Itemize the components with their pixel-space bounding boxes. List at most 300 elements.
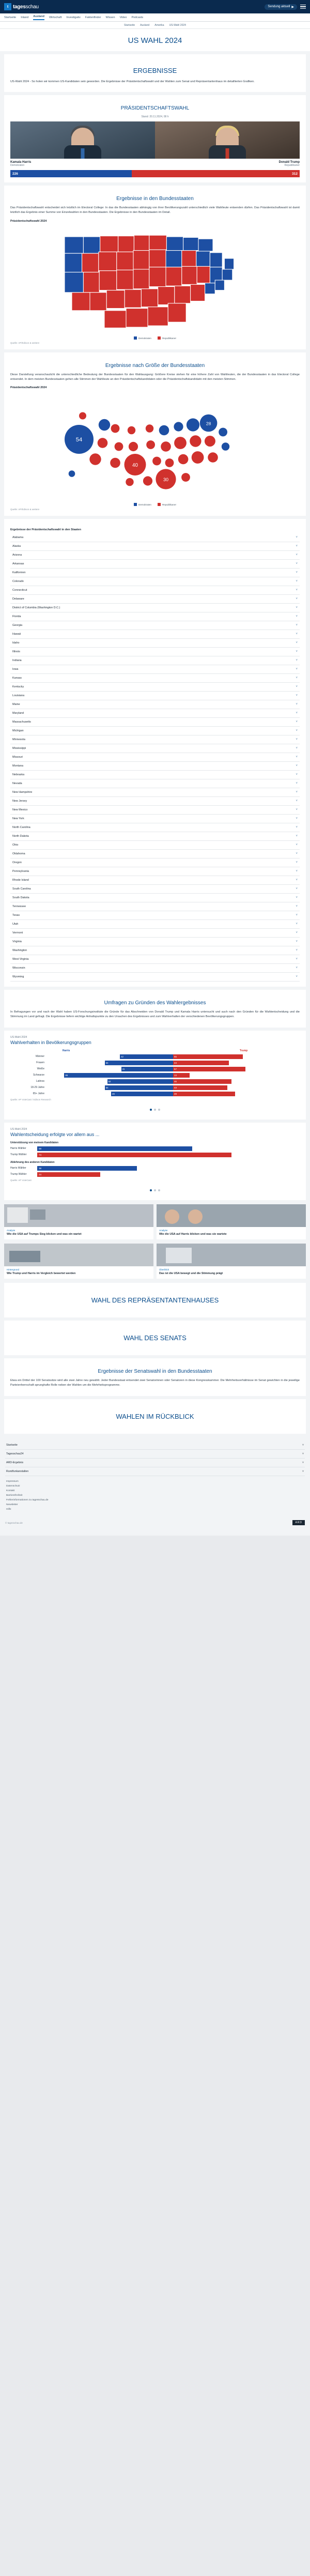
state-accordion-item[interactable] [10, 876, 300, 885]
live-label: Sendung aktuell [268, 5, 290, 8]
chevron-down-icon: ˅ [296, 852, 298, 856]
chevron-down-icon: ˅ [296, 703, 298, 707]
state-label: District of Columbia (Washington D.C.) [12, 606, 60, 610]
chart2-bar-label: Trump Wähler [10, 1153, 27, 1157]
footer-accordion [5, 1441, 305, 1476]
senate-heading: WAHL DES SENATS [123, 1334, 187, 1342]
chevron-down-icon: ˅ [296, 764, 298, 768]
state-label: Montana [12, 764, 23, 768]
state-accordion-item[interactable] [10, 533, 300, 542]
state-label: Maine [12, 703, 20, 707]
chart1-category: 18-29 Jahre [30, 1086, 44, 1090]
chart1-row: Männer 42 55 [10, 1054, 300, 1059]
state-label: Louisiana [12, 694, 25, 698]
teaser-0[interactable] [4, 1204, 153, 1239]
state-accordion-item[interactable] [10, 771, 300, 779]
state-accordion-item[interactable] [10, 823, 300, 832]
state-accordion-item[interactable] [10, 797, 300, 806]
chart1-source: Quelle: AP VoteCast / Edison Research [10, 1098, 51, 1101]
state-accordion-item[interactable] [10, 815, 300, 823]
state-accordion-item[interactable] [10, 551, 300, 560]
chevron-down-icon: ˅ [296, 808, 298, 812]
chevron-down-icon: ˅ [296, 773, 298, 777]
chart2-bar-row: Trump Wähler 24 [10, 1172, 300, 1177]
chevron-down-icon: ˅ [296, 650, 298, 654]
svg-text:28: 28 [206, 421, 211, 426]
nav-item-8[interactable]: Podcasts [131, 16, 144, 19]
state-accordion-item[interactable] [10, 806, 300, 815]
state-accordion-item[interactable] [10, 639, 300, 648]
state-label: Vermont [12, 931, 23, 935]
candidate-name: Kamala Harris [10, 161, 32, 164]
state-accordion-item[interactable] [10, 841, 300, 850]
chart-card-groups [4, 1031, 306, 1120]
top-bar [0, 0, 310, 13]
state-accordion-item[interactable] [10, 929, 300, 938]
main-nav [0, 13, 310, 22]
chevron-down-icon: ˅ [296, 782, 298, 786]
state-label: Oregon [12, 861, 22, 865]
chevron-down-icon: ˅ [296, 940, 298, 944]
footer-item-label: Startseite [6, 1443, 18, 1447]
chevron-down-icon: ˅ [296, 641, 298, 645]
state-accordion-item[interactable] [10, 604, 300, 612]
state-label: Virginia [12, 940, 22, 944]
footer [0, 1437, 310, 1536]
breadcrumb-item-1[interactable]: Ausland [140, 23, 150, 27]
live-pill[interactable] [265, 4, 297, 10]
state-accordion-item[interactable] [10, 902, 300, 911]
candidate-name: Donald Trump [278, 161, 300, 164]
state-accordion-item[interactable] [10, 683, 300, 692]
footer-link[interactable]: Impressum [6, 1480, 19, 1483]
state-accordion-item[interactable] [10, 630, 300, 639]
state-label: Utah [12, 923, 19, 926]
state-accordion-item[interactable] [10, 674, 300, 683]
chart2-source: Quelle: AP VoteCast [10, 1178, 32, 1182]
state-accordion-item[interactable] [10, 744, 300, 753]
chart2-bar-label: Harris Wähler [10, 1147, 26, 1151]
state-accordion-item[interactable] [10, 692, 300, 700]
state-label: Kansas [12, 677, 22, 680]
chart2-group1-bars [10, 1166, 300, 1177]
electoral-map-card [4, 186, 306, 349]
chevron-down-icon: ˅ [296, 905, 298, 909]
chevron-down-icon: ˅ [296, 747, 298, 750]
chart2-bar-row: Harris Wähler 38 [10, 1166, 300, 1171]
teaser-row-1 [4, 1204, 306, 1239]
chevron-down-icon: ˅ [296, 545, 298, 548]
chevron-down-icon: ˅ [296, 624, 298, 627]
chart2-bar-label: Trump Wähler [10, 1173, 27, 1176]
state-accordion-item[interactable] [10, 973, 300, 982]
chevron-down-icon: ˅ [296, 659, 298, 663]
article-thumb-voters [4, 1244, 153, 1266]
state-label: Hawaii [12, 633, 21, 636]
results-intro-card [4, 54, 306, 92]
chevron-down-icon: ˅ [296, 633, 298, 636]
breadcrumb-item-0[interactable]: Startseite [124, 23, 135, 27]
state-label: Oklahoma [12, 852, 25, 856]
state-accordion-item[interactable] [10, 656, 300, 665]
footer-link[interactable]: Barrierefreiheit [6, 1494, 23, 1497]
chevron-down-icon: ˅ [296, 958, 298, 961]
state-label: South Dakota [12, 896, 29, 900]
us-choropleth-map[interactable] [10, 226, 300, 334]
state-accordion-item[interactable] [10, 894, 300, 902]
chevron-down-icon: ˅ [296, 896, 298, 900]
chart2-group0-title: Unterstützung von meinem Kandidaten [10, 1141, 59, 1144]
state-label: West Virginia [12, 958, 29, 961]
surveys-heading: Umfragen zu Gründen des Wahlergebnisses [104, 1000, 206, 1006]
chart2-bar-label: Harris Wähler [10, 1167, 26, 1170]
state-label: Wyoming [12, 975, 24, 979]
senate-states-heading: Ergebnisse der Senatswahl in den Bundesstaaten [98, 1369, 212, 1375]
candidate-party: Demokraten [10, 164, 25, 167]
state-label: Ohio [12, 844, 19, 847]
teaser-kicker: Analyse [7, 1229, 16, 1232]
chevron-down-icon: ˅ [296, 668, 298, 671]
state-label: Idaho [12, 641, 20, 645]
electoral-vote-bar [10, 170, 300, 177]
overview-section [4, 1399, 306, 1434]
svg-text:30: 30 [163, 477, 169, 483]
footer-item-label: Rundfunkanstalten [6, 1469, 29, 1473]
bubble-legend [10, 503, 300, 506]
state-accordion-item[interactable] [10, 762, 300, 771]
chevron-down-icon: ˅ [296, 694, 298, 698]
electoral-map-subtitle: Präsidentschaftswahl 2024 [10, 219, 47, 223]
state-label: New Mexico [12, 808, 28, 812]
state-accordion-item[interactable] [10, 832, 300, 841]
teaser-kicker: Hintergrund [7, 1268, 20, 1271]
state-label: Nebraska [12, 773, 25, 777]
logo-light: schau [25, 4, 39, 10]
state-label: Iowa [12, 668, 19, 671]
chevron-down-icon: ˅ [296, 791, 298, 794]
chevron-down-icon: ˅ [296, 879, 298, 882]
state-label: North Dakota [12, 835, 29, 838]
state-accordion-item[interactable] [10, 788, 300, 797]
chart2-pager[interactable] [10, 1185, 300, 1194]
burger-menu-icon[interactable] [300, 5, 306, 9]
state-accordion-item[interactable] [10, 735, 300, 744]
chart1-row: 18-29 Jahre 54 43 [10, 1085, 300, 1090]
teaser-title: Wie die USA auf Trumps Sieg blicken und was ein wartet [7, 1232, 82, 1236]
state-label: Texas [12, 914, 20, 917]
state-label: Alabama [12, 536, 24, 540]
nav-item-0[interactable]: Startseite [4, 16, 17, 19]
senate-states-card [4, 1358, 306, 1396]
teaser-title: Das ist die USA bewegt und die Stimmung prägt [159, 1271, 223, 1275]
svg-text:54: 54 [75, 437, 83, 443]
surveys-card [4, 990, 306, 1027]
harris-votes: 226 [10, 170, 132, 177]
chevron-down-icon: ˅ [296, 536, 298, 540]
footer-link[interactable]: Fehlerinformationen zu tagesschau.de [6, 1499, 49, 1501]
teaser-2[interactable] [4, 1244, 153, 1279]
legend-democrats: Demokraten [134, 336, 151, 340]
legend-democrats: Demokraten [134, 503, 151, 506]
state-accordion-item[interactable] [10, 938, 300, 946]
senate-section [4, 1321, 306, 1355]
teaser-3[interactable] [157, 1244, 306, 1279]
chevron-down-icon: ˅ [296, 615, 298, 619]
chart2-bar-row: Harris Wähler 59 [10, 1146, 300, 1151]
chevron-down-icon: ˅ [296, 677, 298, 680]
state-accordion-item[interactable] [10, 779, 300, 788]
teaser-title: Wie die USA auf Harris blicken und was sie wartete [159, 1232, 227, 1236]
chevron-down-icon: ˅ [296, 589, 298, 592]
trump-votes: 312 [132, 170, 300, 177]
state-accordion-item[interactable] [10, 577, 300, 586]
state-accordion-item[interactable] [10, 560, 300, 569]
chevron-down-icon: ˅ [296, 606, 298, 610]
chart1-row: Weiße 41 57 [10, 1067, 300, 1071]
chevron-down-icon: ˅ [302, 1452, 304, 1455]
chart1-category: 65+ Jahre [33, 1092, 44, 1096]
chart1-legend-harris: Harris [62, 1049, 70, 1052]
breadcrumb-item-3[interactable]: US-Wahl 2024 [169, 23, 186, 27]
chevron-down-icon: ˅ [296, 870, 298, 873]
nav-item-5[interactable]: Faktenfinder [85, 16, 101, 19]
chart1-category: Schwarze [33, 1074, 44, 1077]
presidential-card [4, 95, 306, 182]
chart1-category: Frauen [36, 1061, 44, 1065]
state-label: Kalifornien [12, 571, 26, 575]
us-bubble-map[interactable] [10, 392, 300, 501]
state-label: Washington [12, 949, 27, 953]
state-accordion-item[interactable] [10, 964, 300, 973]
map-source: Quelle: AP/Edison & weitere [10, 341, 40, 344]
state-label: Missouri [12, 756, 23, 759]
state-label: Mississippi [12, 747, 26, 750]
chart1-category: Weiße [37, 1067, 44, 1071]
state-label: Nevada [12, 782, 22, 786]
state-accordion-item[interactable] [10, 612, 300, 621]
electoral-map-text: Das Präsidentschaftswahl entscheidet sich letztlich im Electoral College: In das die Bundesstaaten abhängig von ihrer Bevölkerungszahl unterschiedlich viele Wahlleute entsenden dürfen. Das Präsidentschaftswahl ist damit letztlich das Ergebnis einer Summe von Einzelwahlen in den Bundesstaaten. Die Ergebnisse in den Bundesstaaten im Detail. [10, 206, 300, 214]
chart1-row: Schwarze 86 13 [10, 1073, 300, 1078]
results-heading: ERGEBNISSE [133, 67, 177, 74]
state-label: Illinois [12, 650, 20, 654]
chart1-row: Latinos 52 46 [10, 1079, 300, 1084]
house-heading: WAHL DES REPRÄSENTANTENHAUSES [91, 1296, 219, 1305]
chevron-down-icon: ˅ [296, 738, 298, 742]
state-accordion-item[interactable] [10, 867, 300, 876]
breadcrumb [0, 22, 310, 29]
teaser-kicker: Überblick [159, 1268, 169, 1271]
state-accordion-item[interactable] [10, 665, 300, 674]
tagesschau-logo-icon: t [4, 3, 11, 10]
bubble-map-subtitle: Präsidentschaftswahl 2024 [10, 386, 47, 390]
nav-item-1[interactable]: Inland [21, 16, 29, 19]
state-label: Tennessee [12, 905, 26, 909]
chart1-legend-trump: Trump [239, 1049, 248, 1052]
article-thumb-election [157, 1244, 306, 1266]
chevron-down-icon: ˅ [296, 835, 298, 838]
state-accordion-item[interactable] [10, 885, 300, 894]
state-accordion-item[interactable] [10, 920, 300, 929]
bubble-source: Quelle: AP/Edison & weitere [10, 508, 40, 511]
teaser-kicker: Analyse [159, 1229, 168, 1232]
state-label: New Hampshire [12, 791, 33, 794]
state-label: Kentucky [12, 685, 24, 689]
footer-link[interactable]: Datenschutz [6, 1484, 20, 1488]
play-icon: ▶ [291, 5, 294, 9]
overview-heading: WAHLEN IM RÜCKBLICK [116, 1412, 194, 1420]
footer-accordion-item[interactable] [5, 1450, 305, 1459]
svg-text:40: 40 [132, 463, 138, 469]
senate-states-text: Etwa ein Drittel der 100 Senatssitze wird alle zwei Jahre neu gewählt. Jeder Bundesstaat entsendet zwei Senatorinnen oder Senatoren in diese Kongresskammer. Die Mehrheitsverhältnisse im Senat gewichten in die jeweilige Parteienherrschaft sprunghafte Rolle neben der Wahlen um die Mehrheitsprogramme. [10, 1379, 300, 1387]
state-label: New Jersey [12, 800, 27, 803]
electoral-map-heading: Ergebnisse in den Bundesstaaten [116, 196, 194, 202]
ard-logo: ARD [292, 1520, 305, 1525]
chart2-group1-title: Ablehnung des anderen Kandidaten [10, 1160, 55, 1164]
footer-link[interactable]: Newsletter [6, 1504, 18, 1507]
bubble-map-text: Diese Darstellung veranschaulicht die unterschiedliche Bedeutung der Bundesstaaten für den Wahlausgang: Größere Kreise stehen für eine höhere Zahl von Wahlleuten, die der Bundesstaaten in das Electoral College entsendet. In dem meisten Bundesstaaten gehen alle Stimmen der Wahlleute an den Präsidentschaftskandidaten oder die Präsidentschaftskandidatin mit den meisten Stimmen. [10, 373, 300, 381]
chevron-down-icon: ˅ [302, 1469, 304, 1473]
house-section [4, 1283, 306, 1317]
footer-accordion-item[interactable] [5, 1467, 305, 1476]
chevron-down-icon: ˅ [296, 685, 298, 689]
results-intro-text: US-Wahl 2024 - So holen wir kommen US-Kandidaten sein geworden. Die Ergebnisse der Präsidentschaftswahl und der Wahlen zum Senat und Repräsentantenhaus im detaillierten Grafiken. [10, 80, 255, 83]
state-accordion-item[interactable] [10, 727, 300, 735]
states-list-heading: Ergebnisse der Präsidentschaftswahl in den Staaten [10, 528, 81, 532]
footer-item-label: ARD-Ergebnis [6, 1461, 24, 1464]
state-label: Wisconsin [12, 967, 25, 970]
chevron-down-icon: ˅ [296, 975, 298, 979]
chart-card-reason [4, 1123, 306, 1200]
state-accordion-item[interactable] [10, 621, 300, 630]
state-accordion-item[interactable] [10, 595, 300, 604]
harris-portrait [10, 121, 155, 159]
state-accordion-item[interactable] [10, 955, 300, 964]
site-logo[interactable] [4, 3, 39, 10]
chevron-down-icon: ˅ [296, 597, 298, 601]
chart1-pager[interactable] [10, 1104, 300, 1113]
chevron-down-icon: ˅ [296, 817, 298, 821]
chart1-rows [10, 1054, 300, 1096]
chart2-kicker: US-Wahl 2024 [10, 1127, 27, 1131]
state-label: Colorado [12, 580, 24, 584]
state-label: Arkansas [12, 562, 24, 566]
surveys-text: In Befragungen vor und nach der Wahl haben US-Forschungsinstitute die Gründe für das Abschneiden von Donald Trump und Kamala Harris untersucht und auch nach den Gründen für die Wahlentscheidung und die Stimmung im Land gefragt. Die Ergebnisse liefern wichtige Anhaltspunkte zu den Ursachen des Ergebnisses und zum Wahlverhalten der verschiedenen Bevölkerungsgruppen. [10, 1010, 300, 1019]
nav-item-4[interactable]: Investigativ [66, 16, 81, 19]
chevron-down-icon: ˅ [296, 800, 298, 803]
state-accordion-item[interactable] [10, 753, 300, 762]
chevron-down-icon: ˅ [296, 914, 298, 917]
chart2-bar-row: Trump Wähler 74 [10, 1153, 300, 1157]
footer-links [5, 1476, 305, 1515]
trump-portrait [155, 121, 300, 159]
chevron-down-icon: ˅ [296, 571, 298, 575]
state-accordion-item[interactable] [10, 542, 300, 551]
footer-accordion-item[interactable] [5, 1459, 305, 1467]
teaser-row-2 [4, 1244, 306, 1279]
map-legend [10, 336, 300, 340]
chart1-title: Wahlverhalten in Bevölkerungsgruppen [10, 1039, 91, 1045]
state-label: Indiana [12, 659, 22, 663]
state-label: Connecticut [12, 589, 27, 592]
legend-republicans: Republikaner [158, 503, 176, 506]
state-label: Arizona [12, 554, 22, 557]
chevron-down-icon: ˅ [296, 931, 298, 935]
nav-item-6[interactable]: Wissen [105, 16, 115, 19]
state-label: Pennsylvania [12, 870, 29, 873]
state-accordion-item[interactable] [10, 718, 300, 727]
chevron-down-icon: ˅ [296, 949, 298, 953]
candidate-party: Republikaner [284, 164, 300, 167]
state-accordion-item[interactable] [10, 850, 300, 858]
nav-item-2[interactable]: Ausland [33, 15, 44, 20]
state-accordion-item[interactable] [10, 946, 300, 955]
state-label: Rhode Island [12, 879, 29, 882]
page-title: US WAHL 2024 [0, 29, 310, 51]
chevron-down-icon: ˅ [296, 580, 298, 584]
chart1-category: Latinos [36, 1080, 44, 1083]
chart1-kicker: US-Wahl 2024 [10, 1035, 27, 1039]
footer-link[interactable]: Hilfe [6, 1508, 11, 1511]
teaser-title: Wie Trump und Harris im Vergleich bewertet werden [7, 1271, 76, 1275]
state-label: New York [12, 817, 24, 821]
footer-link[interactable]: Kontakt [6, 1489, 15, 1492]
chevron-down-icon: ˅ [296, 826, 298, 830]
state-accordion-item[interactable] [10, 858, 300, 867]
chevron-down-icon: ˅ [296, 861, 298, 865]
article-thumb-trump-harris [157, 1204, 306, 1227]
state-accordion-item[interactable] [10, 700, 300, 709]
chevron-down-icon: ˅ [296, 562, 298, 566]
chevron-down-icon: ˅ [296, 720, 298, 724]
footer-accordion-item[interactable] [5, 1441, 305, 1450]
nav-item-7[interactable]: Video [119, 16, 127, 19]
states-accordion [10, 533, 300, 982]
chart2-title: Wahlentscheidung erfolgte vor allem aus ... [10, 1131, 100, 1137]
state-label: Florida [12, 615, 21, 619]
chevron-down-icon: ˅ [302, 1461, 304, 1464]
presidential-heading: PRÄSIDENTSCHAFTSWAHL [120, 105, 190, 112]
chevron-down-icon: ˅ [296, 554, 298, 557]
state-accordion-item[interactable] [10, 911, 300, 920]
state-accordion-item[interactable] [10, 586, 300, 595]
bubble-map-heading: Ergebnisse nach Größe der Bundesstaaten [105, 362, 205, 369]
candidate-harris [10, 121, 155, 167]
chart2-group0-bars [10, 1146, 300, 1157]
chart1-row: 65+ Jahre 49 49 [10, 1092, 300, 1096]
presidential-meta: Stand: 20.11.2024, 08 h [141, 115, 169, 119]
state-accordion-item[interactable] [10, 709, 300, 718]
state-accordion-item[interactable] [10, 648, 300, 656]
chevron-down-icon: ˅ [296, 967, 298, 970]
breadcrumb-item-2[interactable]: Amerika [154, 23, 164, 27]
state-label: Massachusetts [12, 720, 31, 724]
chevron-down-icon: ˅ [296, 923, 298, 926]
candidate-row [10, 121, 300, 167]
state-label: Georgia [12, 624, 23, 627]
states-list-card [4, 519, 306, 987]
teaser-1[interactable] [157, 1204, 306, 1239]
article-thumb-analysis [4, 1204, 153, 1227]
nav-item-3[interactable]: Wirtschaft [49, 16, 62, 19]
chart1-row: Frauen 54 44 [10, 1061, 300, 1065]
chart1-category: Männer [36, 1055, 44, 1059]
chevron-down-icon: ˅ [296, 844, 298, 847]
chevron-down-icon: ˅ [296, 887, 298, 891]
footer-copyright: © tagesschau.de [5, 1521, 23, 1524]
state-accordion-item[interactable] [10, 569, 300, 577]
state-label: Minnesota [12, 738, 25, 742]
state-label: South Carolina [12, 887, 31, 891]
